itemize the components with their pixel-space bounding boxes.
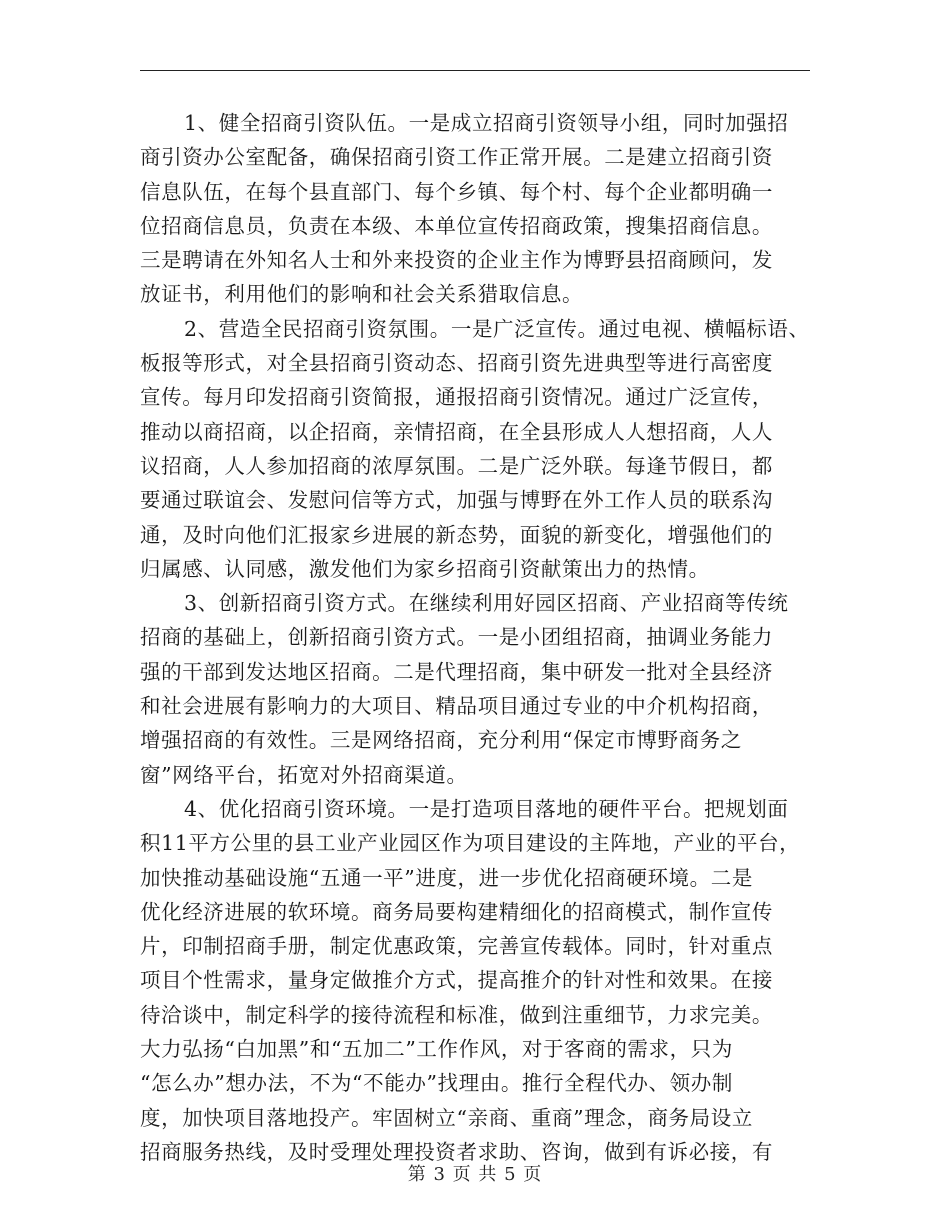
text-line: 2、营造全民招商引资氛围。一是广泛宣传。通过电视、横幅标语、 — [184, 316, 810, 341]
text-line: 优化经济进展的软环境。商务局要构建精细化的招商模式，制作宣传 — [140, 899, 773, 924]
text-line: 归属感、认同感，激发他们为家乡招商引资献策出力的热情。 — [140, 556, 710, 581]
text-line: 待洽谈中，制定科学的接待流程和标准，做到注重细节，力求完美。 — [140, 1002, 773, 1027]
text-line: 1、健全招商引资队伍。一是成立招商引资领导小组，同时加强招 — [184, 111, 789, 135]
text-line: 通，及时向他们汇报家乡进展的新态势，面貌的新变化，增强他们的 — [140, 522, 773, 547]
page-number-footer: 第 3 页 共 5 页 — [407, 1164, 543, 1185]
text-line: 商引资办公室配备，确保招商引资工作正常开展。二是建立招商引资 — [140, 145, 773, 170]
text-line: 增强招商的有效性。三是网络招商，充分利用“保定市博野商务之 — [140, 728, 742, 753]
text-line: 招商的基础上，创新招商引资方式。一是小团组招商，抽调业务能力 — [140, 625, 773, 650]
paragraph-3 — [140, 586, 820, 792]
text-line: 度，加快项目落地投产。牢固树立“亲商、重商”理念，商务局设立 — [140, 1105, 753, 1130]
paragraph-4 — [140, 792, 820, 1169]
text-line: “怎么办”想办法，不为“不能办”找理由。推行全程代办、领办制 — [140, 1071, 733, 1096]
paragraph-2 — [140, 312, 820, 586]
text-line: 3、创新招商引资方式。在继续利用好园区招商、产业招商等传统 — [184, 591, 789, 616]
text-line: 招商服务热线，及时受理处理投资者求助、咨询，做到有诉必接，有 — [140, 1139, 773, 1164]
text-line: 片，印制招商手册，制定优惠政策，完善宣传载体。同时，针对重点 — [140, 934, 773, 959]
text-line: 强的干部到发达地区招商。二是代理招商，集中研发一批对全县经济 — [140, 659, 773, 684]
header-rule — [140, 70, 810, 71]
text-line: 项目个性需求，量身定做推介方式，提高推介的针对性和效果。在接 — [140, 968, 773, 993]
text-line: 三是聘请在外知名人士和外来投资的企业主作为博野县招商顾问，发 — [140, 248, 773, 273]
text-line: 和社会进展有影响力的大项目、精品项目通过专业的中介机构招商， — [140, 694, 773, 719]
text-line: 4、优化招商引资环境。一是打造项目落地的硬件平台。把规划面 — [184, 796, 789, 821]
text-line: 放证书，利用他们的影响和社会关系猎取信息。 — [140, 282, 584, 307]
document-body — [140, 106, 820, 1169]
text-line: 信息队伍，在每个县直部门、每个乡镇、每个村、每个企业都明确一 — [140, 179, 773, 204]
text-line: 宣传。每月印发招商引资简报，通报招商引资情况。通过广泛宣传， — [140, 385, 773, 410]
text-line: 位招商信息员，负责在本级、本单位宣传招商政策，搜集招商信息。 — [140, 213, 773, 238]
text-line: 积11平方公里的县工业产业园区作为项目建设的主阵地，产业的平台， — [140, 831, 801, 856]
paragraph-1 — [140, 106, 820, 312]
text-line: 板报等形式，对全县招商引资动态、招商引资先进典型等进行高密度 — [140, 351, 773, 376]
text-line: 大力弘扬“白加黑”和“五加二”工作作风，对于客商的需求，只为 — [140, 1037, 733, 1062]
text-line: 加快推动基础设施“五通一平”进度，进一步优化招商硬环境。二是 — [140, 865, 753, 890]
text-line: 推动以商招商，以企招商，亲情招商，在全县形成人人想招商，人人 — [140, 419, 773, 444]
text-line: 窗”网络平台，拓宽对外招商渠道。 — [140, 762, 468, 787]
text-line: 要通过联谊会、发慰问信等方式，加强与博野在外工作人员的联系沟 — [140, 488, 773, 513]
text-line: 议招商，人人参加招商的浓厚氛围。二是广泛外联。每逢节假日，都 — [140, 453, 773, 478]
